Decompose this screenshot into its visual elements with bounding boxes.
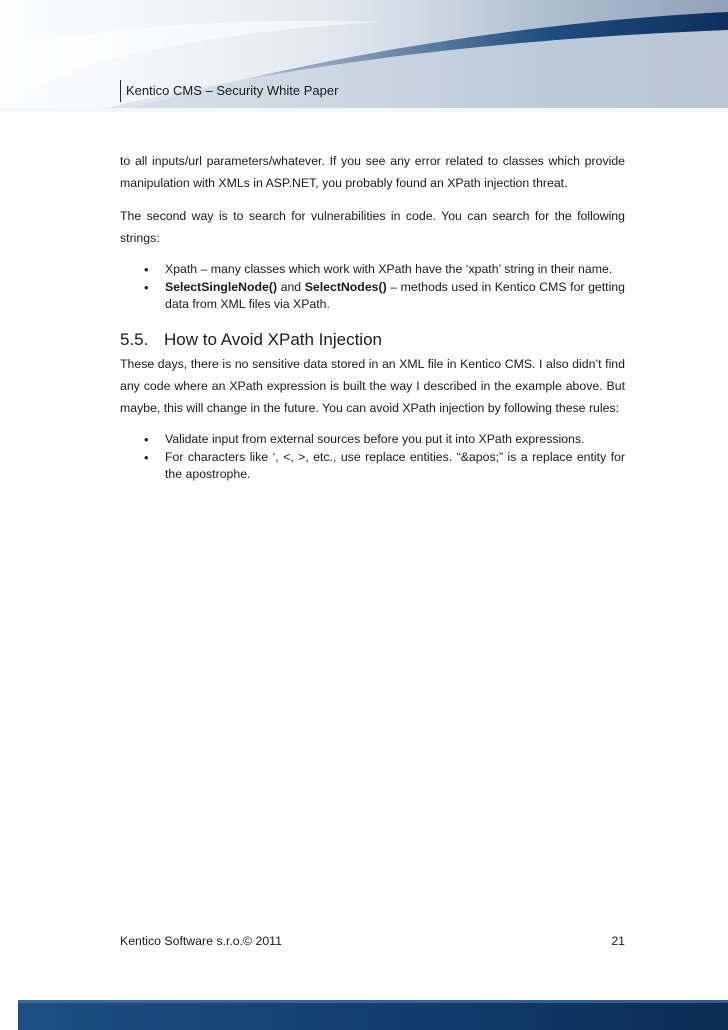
header-banner <box>0 0 728 112</box>
list-item <box>120 431 625 448</box>
bullet-icon: • <box>144 280 149 295</box>
section-title: How to Avoid XPath Injection <box>164 330 382 349</box>
section-heading <box>120 329 625 351</box>
list-item <box>120 261 625 278</box>
section-paragraph: These days, there is no sensitive data stored in an XML file in Kentico CMS. I also didn’t find any code where an XPath expression is built the way I described in the example above. But maybe, this will change in the future. You can avoid XPath injection by following these rules: <box>120 357 625 415</box>
footer-company: Kentico Software s.r.o.© 2011 <box>120 934 282 948</box>
code-term-selectnodes: SelectNodes() <box>304 280 387 294</box>
intro-paragraph-2: The second way is to search for vulnerabilities in code. You can search for the following strings: <box>120 209 625 245</box>
bullet-icon: • <box>144 432 149 447</box>
list-item-text: Validate input from external sources before you put it into XPath expressions. <box>165 432 585 446</box>
page-content <box>120 150 625 499</box>
list-item-connector: and <box>277 280 305 294</box>
list-item-text: For characters like ‘, <, >, etc., use replace entities. “&apos;” is a replace entity for the apostrophe. <box>165 450 625 481</box>
rules-list <box>120 431 625 483</box>
section-number: 5.5. <box>120 330 149 349</box>
bullet-icon: • <box>144 262 149 277</box>
list-item-text: Xpath – many classes which work with XPath have the ‘xpath’ string in their name. <box>165 262 613 276</box>
bullet-icon: • <box>144 450 149 465</box>
header-title: Kentico CMS – Security White Paper <box>120 80 338 102</box>
list-item-text: – methods used in Kentico CMS for getting data from XML files via XPath. <box>165 280 625 311</box>
page-footer <box>120 932 625 950</box>
page-number: 21 <box>611 934 625 948</box>
search-strings-list <box>120 261 625 313</box>
list-item <box>120 449 625 483</box>
code-term-selectsinglenode: SelectSingleNode() <box>165 280 278 294</box>
list-item <box>120 279 625 313</box>
intro-paragraph-1: to all inputs/url parameters/whatever. If you see any error related to classes which provide manipulation with XMLs in ASP.NET, you probably found an XPath injection threat. <box>120 154 625 190</box>
footer-bar <box>18 1000 728 1030</box>
